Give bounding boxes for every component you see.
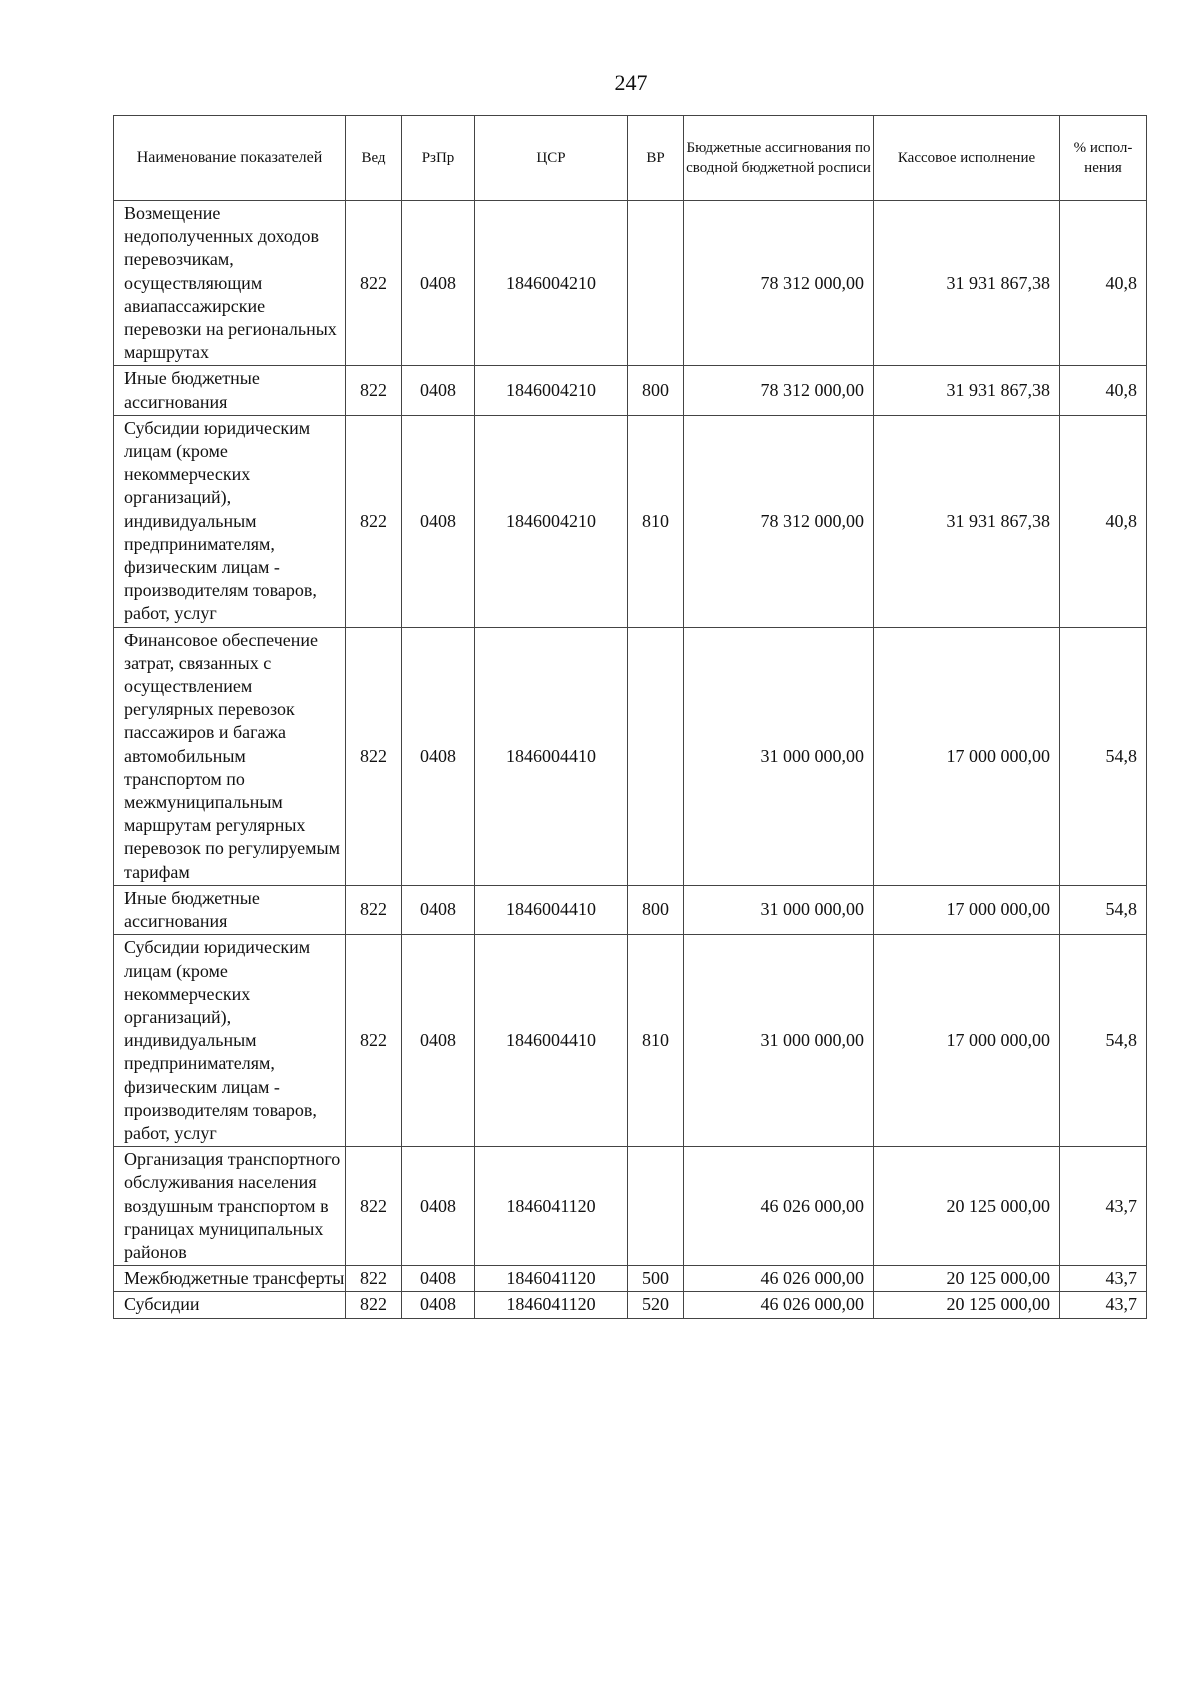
row-percent: 43,7 <box>1060 1147 1147 1266</box>
row-percent: 40,8 <box>1060 366 1147 415</box>
row-vr <box>628 201 684 366</box>
row-percent: 43,7 <box>1060 1266 1147 1292</box>
row-rzpr: 0408 <box>402 935 475 1147</box>
header-cash: Кассовое исполнение <box>874 116 1060 201</box>
row-cash: 20 125 000,00 <box>874 1292 1060 1318</box>
table-row <box>114 885 1147 934</box>
row-rzpr: 0408 <box>402 201 475 366</box>
row-csr: 1846004410 <box>475 627 628 885</box>
table-row <box>114 415 1147 627</box>
row-rzpr: 0408 <box>402 366 475 415</box>
row-rzpr: 0408 <box>402 1292 475 1318</box>
row-percent: 54,8 <box>1060 935 1147 1147</box>
row-budget: 78 312 000,00 <box>684 201 874 366</box>
row-vr: 520 <box>628 1292 684 1318</box>
row-csr: 1846041120 <box>475 1292 628 1318</box>
table-row <box>114 935 1147 1147</box>
budget-execution-table <box>113 115 1147 1319</box>
row-percent: 43,7 <box>1060 1292 1147 1318</box>
page-number: 247 <box>614 70 648 95</box>
row-rzpr: 0408 <box>402 1147 475 1266</box>
row-ved: 822 <box>346 366 402 415</box>
row-percent: 40,8 <box>1060 415 1147 627</box>
row-ved: 822 <box>346 935 402 1147</box>
table-header-row <box>114 116 1147 201</box>
row-cash: 20 125 000,00 <box>874 1147 1060 1266</box>
row-vr: 810 <box>628 415 684 627</box>
row-csr: 1846004410 <box>475 885 628 934</box>
row-budget: 46 026 000,00 <box>684 1292 874 1318</box>
row-ved: 822 <box>346 415 402 627</box>
row-csr: 1846041120 <box>475 1147 628 1266</box>
row-name: Субсидии <box>114 1292 346 1318</box>
row-cash: 17 000 000,00 <box>874 935 1060 1147</box>
header-csr: ЦСР <box>475 116 628 201</box>
header-name: Наименование показателей <box>114 116 346 201</box>
row-name: Возмещение недополученных доходов перевозчикам, осуществляющим авиапассажирские перевозки на региональных маршрутах <box>114 201 346 366</box>
row-budget: 78 312 000,00 <box>684 366 874 415</box>
row-budget: 78 312 000,00 <box>684 415 874 627</box>
header-rzpr: РзПр <box>402 116 475 201</box>
row-cash: 31 931 867,38 <box>874 415 1060 627</box>
row-ved: 822 <box>346 1147 402 1266</box>
row-budget: 31 000 000,00 <box>684 627 874 885</box>
row-rzpr: 0408 <box>402 1266 475 1292</box>
row-vr <box>628 627 684 885</box>
row-name: Организация транспортного обслуживания населения воздушным транспортом в границах муниципальных районов <box>114 1147 346 1266</box>
row-cash: 17 000 000,00 <box>874 627 1060 885</box>
table-row <box>114 1266 1147 1292</box>
row-name: Межбюджетные трансферты <box>114 1266 346 1292</box>
row-rzpr: 0408 <box>402 627 475 885</box>
row-vr: 800 <box>628 885 684 934</box>
row-vr: 800 <box>628 366 684 415</box>
row-vr: 500 <box>628 1266 684 1292</box>
row-ved: 822 <box>346 627 402 885</box>
row-name: Иные бюджетные ассигнования <box>114 366 346 415</box>
table-row <box>114 627 1147 885</box>
row-budget: 31 000 000,00 <box>684 935 874 1147</box>
row-cash: 31 931 867,38 <box>874 366 1060 415</box>
row-percent: 54,8 <box>1060 627 1147 885</box>
row-csr: 1846004210 <box>475 366 628 415</box>
row-ved: 822 <box>346 201 402 366</box>
header-vr: ВР <box>628 116 684 201</box>
row-ved: 822 <box>346 885 402 934</box>
row-budget: 46 026 000,00 <box>684 1147 874 1266</box>
table-row <box>114 366 1147 415</box>
row-vr <box>628 1147 684 1266</box>
row-name: Субсидии юридическим лицам (кроме некоммерческих организаций), индивидуальным предпринимателям, физическим лицам - производителям товаров, работ, услуг <box>114 935 346 1147</box>
row-cash: 17 000 000,00 <box>874 885 1060 934</box>
row-rzpr: 0408 <box>402 415 475 627</box>
row-ved: 822 <box>346 1292 402 1318</box>
row-percent: 54,8 <box>1060 885 1147 934</box>
row-ved: 822 <box>346 1266 402 1292</box>
row-name: Финансовое обеспечение затрат, связанных с осуществлением регулярных перевозок пассажиров и багажа автомобильным транспортом по межмуниципальным маршрутам регулярных перевозок по регулируемым тарифам <box>114 627 346 885</box>
row-budget: 46 026 000,00 <box>684 1266 874 1292</box>
header-percent: % испол-нения <box>1060 116 1147 201</box>
table-row <box>114 1147 1147 1266</box>
row-csr: 1846004410 <box>475 935 628 1147</box>
row-csr: 1846004210 <box>475 415 628 627</box>
header-ved: Вед <box>346 116 402 201</box>
row-name: Иные бюджетные ассигнования <box>114 885 346 934</box>
table-row <box>114 1292 1147 1318</box>
row-budget: 31 000 000,00 <box>684 885 874 934</box>
row-csr: 1846041120 <box>475 1266 628 1292</box>
row-csr: 1846004210 <box>475 201 628 366</box>
row-cash: 20 125 000,00 <box>874 1266 1060 1292</box>
row-cash: 31 931 867,38 <box>874 201 1060 366</box>
row-rzpr: 0408 <box>402 885 475 934</box>
row-percent: 40,8 <box>1060 201 1147 366</box>
header-budget: Бюджетные ассигнования по сводной бюджетной росписи <box>684 116 874 201</box>
row-vr: 810 <box>628 935 684 1147</box>
row-name: Субсидии юридическим лицам (кроме некоммерческих организаций), индивидуальным предпринимателям, физическим лицам - производителям товаров, работ, услуг <box>114 415 346 627</box>
table-row <box>114 201 1147 366</box>
